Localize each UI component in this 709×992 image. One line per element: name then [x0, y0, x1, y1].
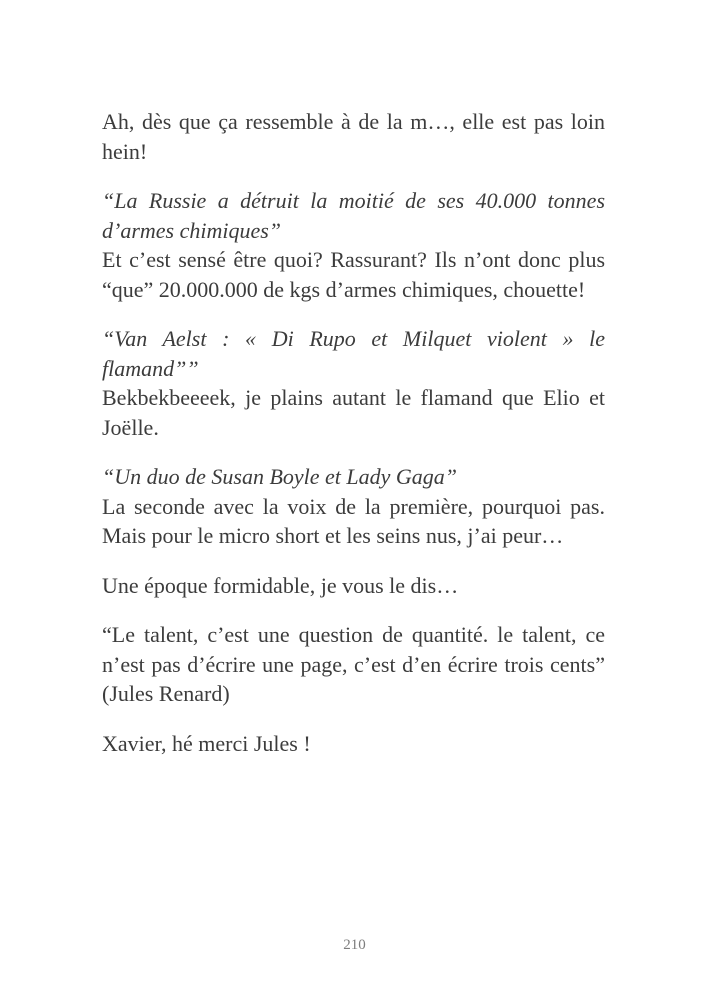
page-text-column [102, 107, 605, 778]
quote-block-van-aelst [102, 324, 605, 442]
quote-response-russie: Et c’est sensé être quoi? Rassurant? Ils n’ont donc plus “que” 20.000.000 de kgs d’armes chimiques, chouette! [102, 247, 605, 302]
quote-text-van-aelst: “Van Aelst : « Di Rupo et Milquet violent » le flamand”” [102, 326, 605, 381]
paragraph-xavier: Xavier, hé merci Jules ! [102, 730, 311, 756]
quote-block-duo [102, 462, 605, 551]
page-number: 210 [343, 937, 366, 953]
quote-block-russie [102, 186, 605, 304]
paragraph-epoque: Une époque formidable, je vous le dis… [102, 572, 459, 598]
quote-response-duo: La seconde avec la voix de la première, pourquoi pas. Mais pour le micro short et les seins nus, j’ai peur… [102, 493, 605, 548]
paragraph-jules-renard: “Le talent, c’est une question de quantité. le talent, ce n’est pas d’écrire une page, c’est d’en écrire trois cents” (Jules Renard) [102, 622, 605, 706]
paragraph-intro: Ah, dès que ça ressemble à de la m…, elle est pas loin hein! [102, 109, 605, 164]
quote-text-russie: “La Russie a détruit la moitié de ses 40.000 tonnes d’armes chimiques” [102, 188, 605, 243]
quote-response-van-aelst: Bekbekbeeeek, je plains autant le flamand que Elio et Joëlle. [102, 385, 605, 440]
quote-text-duo: “Un duo de Susan Boyle et Lady Gaga” [102, 464, 458, 489]
